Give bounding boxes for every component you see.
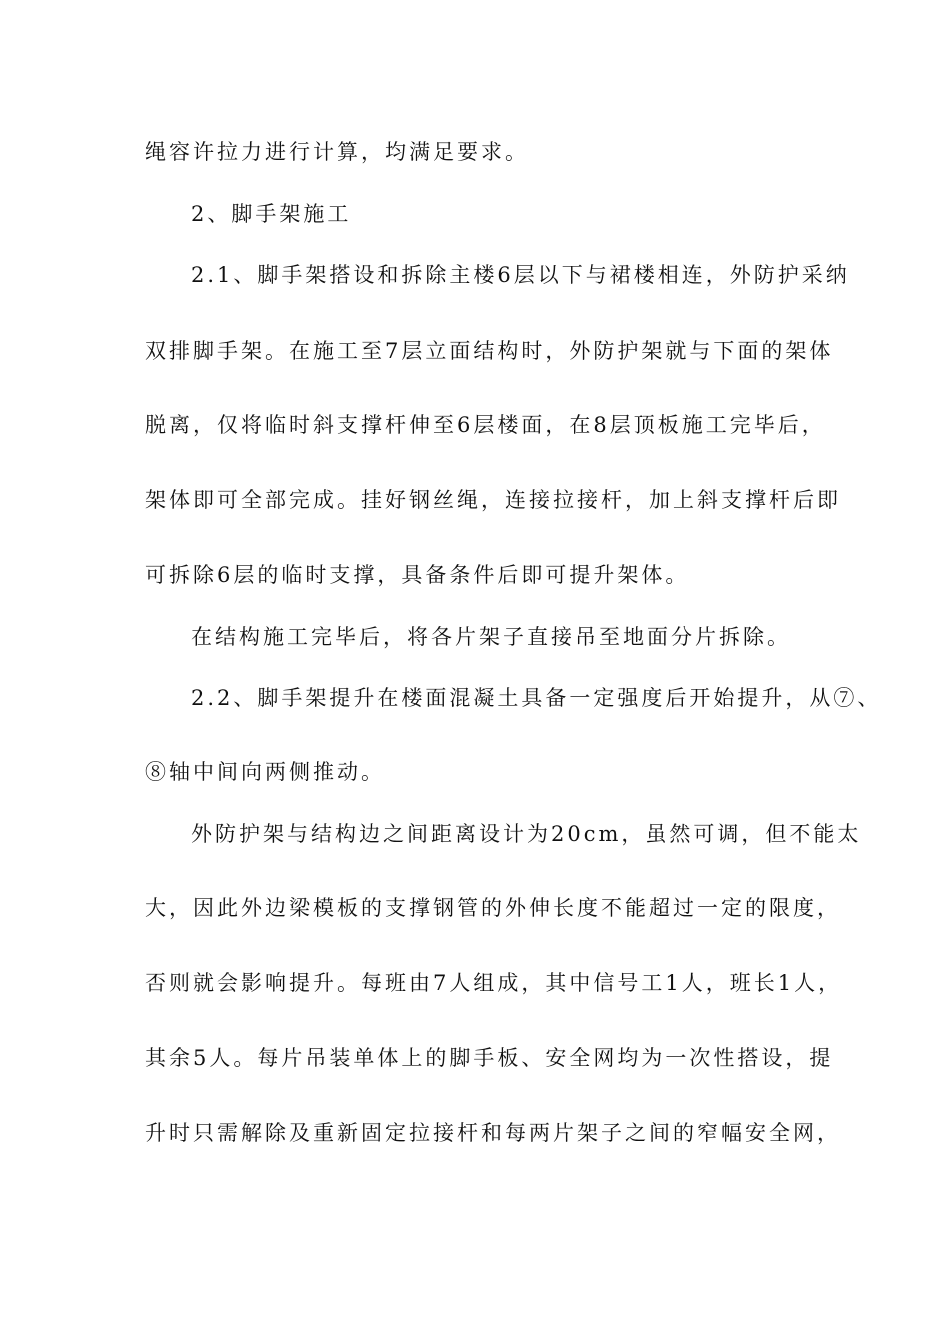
paragraph-line-6: 架体即可全部完成。挂好钢丝绳，连接拉接杆，加上斜支撑杆后即 <box>145 488 841 512</box>
paragraph-line-11: 外防护架与结构边之间距离设计为20cm，虽然可调，但不能太 <box>191 822 862 846</box>
paragraph-line-3: 2.1、脚手架搭设和拆除主楼6层以下与裙楼相连，外防护采纳 <box>191 263 850 287</box>
paragraph-line-7: 可拆除6层的临时支撑，具备条件后即可提升架体。 <box>145 563 690 587</box>
paragraph-line-14: 其余5人。每片吊装单体上的脚手板、安全网均为一次性搭设，提 <box>145 1046 834 1070</box>
paragraph-line-15: 升时只需解除及重新固定拉接杆和每两片架子之间的窄幅安全网， <box>145 1121 841 1145</box>
paragraph-line-10: ⑧轴中间向两侧推动。 <box>145 760 385 784</box>
paragraph-line-5: 脱离，仅将临时斜支撑杆伸至6层楼面，在8层顶板施工完毕后， <box>145 413 826 437</box>
section-heading-2: 2、脚手架施工 <box>191 202 352 226</box>
paragraph-line-4: 双排脚手架。在施工至7层立面结构时，外防护架就与下面的架体 <box>145 339 834 363</box>
paragraph-line-9: 2.2、脚手架提升在楼面混凝土具备一定强度后开始提升，从⑦、 <box>191 686 882 710</box>
paragraph-line-8: 在结构施工完毕后，将各片架子直接吊至地面分片拆除。 <box>191 625 791 649</box>
paragraph-line-12: 大，因此外边梁模板的支撑钢管的外伸长度不能超过一定的限度， <box>145 896 841 920</box>
paragraph-line-1: 绳容许拉力进行计算，均满足要求。 <box>145 140 529 164</box>
paragraph-line-13: 否则就会影响提升。每班由7人组成，其中信号工1人，班长1人， <box>145 971 843 995</box>
